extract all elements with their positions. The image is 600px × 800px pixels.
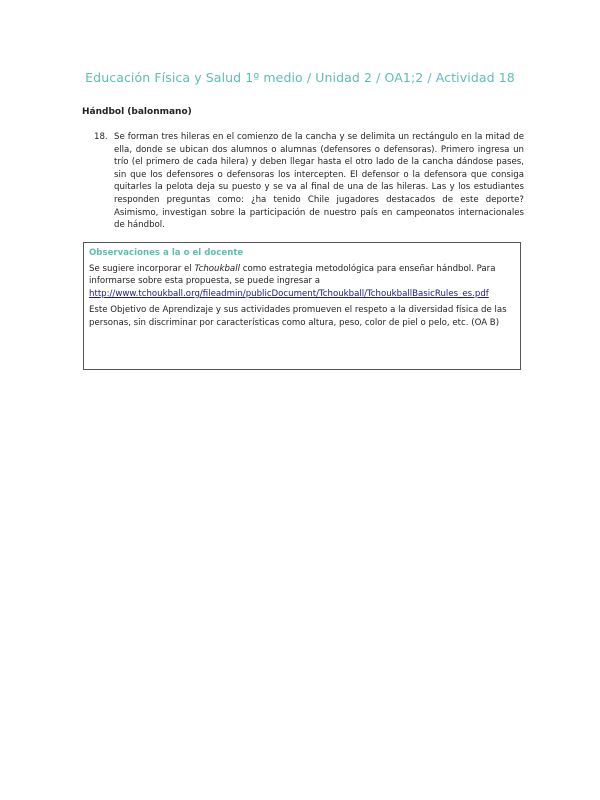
observations-para1-start: Se sugiere incorporar el	[89, 263, 195, 274]
activity-item	[94, 131, 524, 232]
tchoukball-rules-link[interactable]: http://www.tchoukball.org/fileadmin/publicDocument/Tchoukball/TchoukballBasicRules_es.pdf	[89, 288, 489, 299]
activity-number: 18.	[94, 132, 108, 142]
teacher-observations-box	[83, 242, 521, 370]
tchoukball-term: Tchoukball	[194, 263, 240, 274]
page-header: Educación Física y Salud 1º medio / Unidad 2 / OA1;2 / Actividad 18	[85, 70, 515, 85]
observations-paragraph-2: Este Objetivo de Aprendizaje y sus actividades promueven el respeto a la diversidad física de las personas, sin discriminar por características como altura, peso, color de piel o pelo, etc. (OA B)	[89, 305, 507, 328]
observations-para1-end: como estrategia metodológica para enseñar hándbol. Para informarse sobre esta propuesta, se puede ingresar a	[89, 263, 496, 287]
observations-title: Observaciones a la o el docente	[89, 248, 244, 258]
observations-paragraph-1	[89, 263, 515, 301]
activity-text: Se forman tres hileras en el comienzo de la cancha y se delimita un rectángulo en la mitad de ella, donde se ubican dos alumnos o alumnas (defensores o defensoras). Primero ingresa un trío (el primero de cada hilera) y deben llegar hasta el otro lado de la cancha dándose pases, sin que los defensores o defensoras los intercepten. El defensor o la defensora que consiga quitarles la pelota deja su puesto y se va al final de una de las hileras. Las y los estudiantes responden preguntas como: ¿ha tenido Chile jugadores destacados de este deporte? Asimismo, investigan sobre la participación de nuestro país en campeonatos internacionales de hándbol.	[114, 132, 524, 231]
section-title: Hándbol (balonmano)	[82, 107, 192, 117]
